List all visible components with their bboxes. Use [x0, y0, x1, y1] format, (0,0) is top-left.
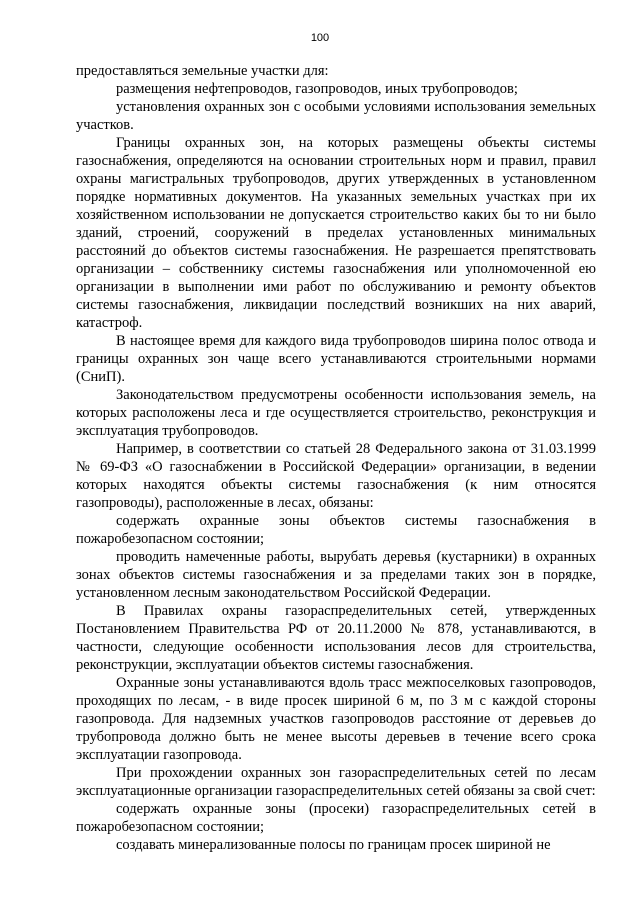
paragraph: проводить намеченные работы, вырубать деревья (кустарники) в охранных зонах объектов системы газоснабжения и за пределами таких зон в порядке, установленном лесным законодательством Российской Федерации.	[76, 549, 596, 601]
paragraph: Охранные зоны устанавливаются вдоль трасс межпоселковых газопроводов, проходящих по лесам, - в виде просек шириной 6 м, по 3 м с каждой стороны газопровода. Для надземных участков газопроводов расстояние от деревьев до трубопровода должно быть не менее высоты деревьев в течение всего срока эксплуатации газопровода.	[76, 675, 596, 763]
paragraph: В Правилах охраны газораспределительных сетей, утвержденных Постановлением Правительства РФ от 20.11.2000 № 878, устанавливаются, в частности, следующие особенности использования лесов для строительства, реконструкции, эксплуатации объектов системы газоснабжения.	[76, 603, 596, 673]
paragraph: В настоящее время для каждого вида трубопроводов ширина полос отвода и границы охранных зон чаще всего устанавливаются строительными нормами (СниП).	[76, 333, 596, 385]
paragraph: Законодательством предусмотрены особенности использования земель, на которых расположены леса и где осуществляется строительство, реконструкция и эксплуатация трубопроводов.	[76, 387, 596, 439]
paragraph: установления охранных зон с особыми условиями использования земельных участков.	[76, 99, 596, 133]
paragraph: Границы охранных зон, на которых размещены объекты системы газоснабжения, определяются на основании строительных норм и правил, правил охраны магистральных трубопроводов, других утвержденных в установленном порядке нормативных документов. На указанных земельных участках при их хозяйственном использовании не допускается строительство каких бы то ни было зданий, строений, сооружений в пределах установленных минимальных расстояний до объектов системы газоснабжения. Не разрешается препятствовать организации – собственнику системы газоснабжения или уполномоченной ею организации в выполнении ими работ по обслуживанию и ремонту объектов системы газоснабжения, ликвидации последствий возникших на них аварий, катастроф.	[76, 135, 596, 331]
paragraph: содержать охранные зоны (просеки) газораспределительных сетей в пожаробезопасном состоянии;	[76, 801, 596, 835]
paragraph: создавать минерализованные полосы по границам просек шириной не	[116, 837, 551, 853]
page-number: 100	[310, 32, 330, 44]
paragraph: При прохождении охранных зон газораспределительных сетей по лесам эксплуатационные организации газораспределительных сетей обязаны за свой счет:	[76, 765, 596, 799]
document-body	[76, 62, 596, 854]
paragraph: предоставляться земельные участки для:	[76, 63, 329, 79]
paragraph: содержать охранные зоны объектов системы газоснабжения в пожаробезопасном состоянии;	[76, 513, 596, 547]
paragraph: Например, в соответствии со статьей 28 Федерального закона от 31.03.1999 № 69-ФЗ «О газоснабжении в Российской Федерации» организации, в ведении которых находятся объекты системы газоснабжения (к ним относятся газопроводы), расположенные в лесах, обязаны:	[76, 441, 596, 511]
paragraph: размещения нефтепроводов, газопроводов, иных трубопроводов;	[116, 81, 518, 97]
